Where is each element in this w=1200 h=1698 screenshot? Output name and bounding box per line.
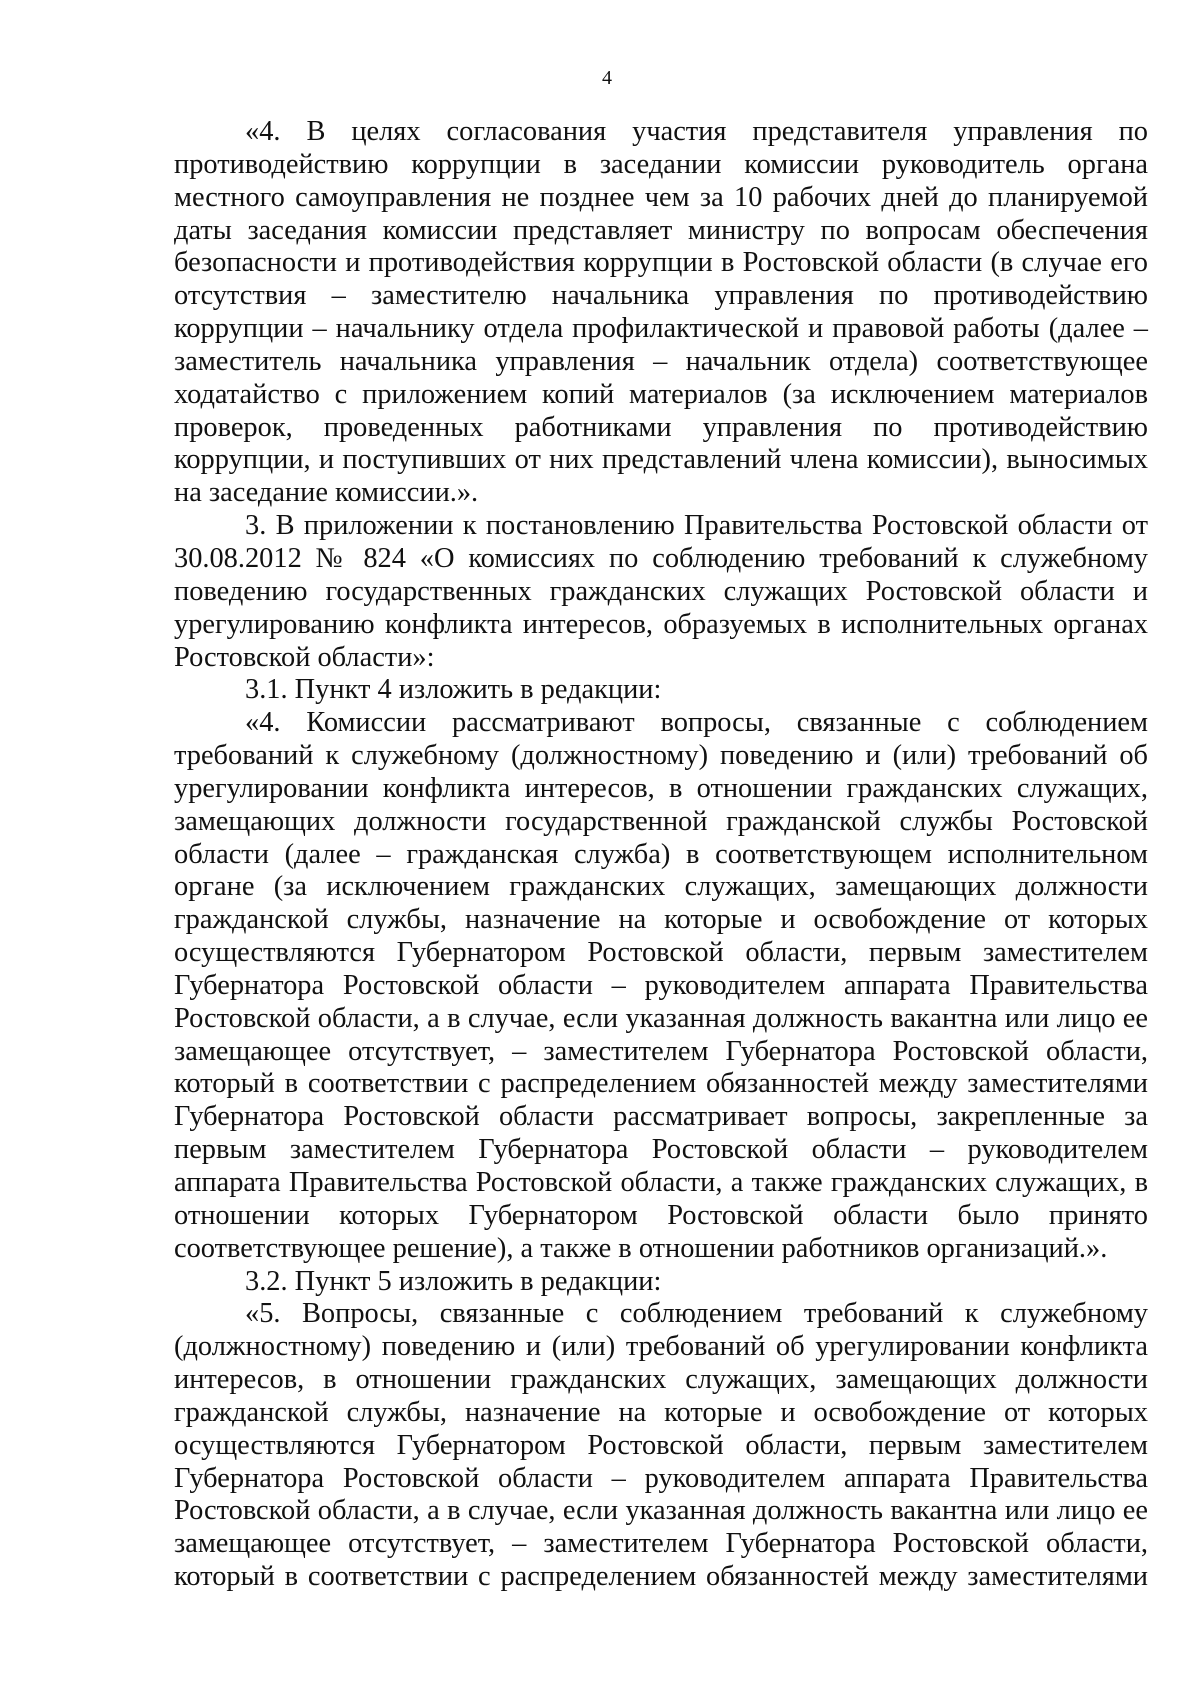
page-number: 4 (602, 67, 612, 89)
paragraph-item-3-2-heading: 3.2. Пункт 5 изложить в редакции: (245, 1265, 662, 1297)
paragraph-clause-4-commission-petition: «4. В целях согласования участия представителя управления по противодействию коррупции в заседании комиссии руководитель органа местного самоуправления не позднее чем за 10 рабочих дней до планируемой даты заседания комиссии представляет министру по вопросам обеспечения безопасности и противодействия коррупции в Ростовской области (в случае его отсутствия – заместителю начальника управления по противодействию коррупции – начальнику отдела профилактической и правовой работы (далее – заместитель начальника управления – начальник отдела) соответствующее ходатайство с приложением копий материалов (за исключением материалов проверок, проведенных работниками управления по противодействию коррупции, и поступивших от них представлений члена комиссии), выносимых на заседание комиссии.». (174, 116, 1148, 509)
paragraph-item-3-amendment: 3. В приложении к постановлению Правительства Ростовской области от 30.08.2012 № 824 «О комиссиях по соблюдению требований к служебному поведению государственных гражданских служащих Ростовской области и урегулированию конфликта интересов, образуемых в исполнительных органах Ростовской области»: (174, 510, 1148, 673)
document-body (174, 116, 1148, 1594)
paragraph-new-clause-5: «5. Вопросы, связанные с соблюдением требований к служебному (должностному) поведению и (или) требований об урегулировании конфликта интересов, в отношении гражданских служащих, замещающих должности гражданской службы, назначение на которые и освобождение от которых осуществляются Губернатором Ростовской области, первым заместителем Губернатора Ростовской области – руководителем аппарата Правительства Ростовской области, а в случае, если указанная должность вакантна или лицо ее замещающее отсутствует, – заместителем Губернатора Ростовской области, который в соответствии с распределением обязанностей между заместителями (174, 1298, 1148, 1593)
paragraph-item-3-1-heading: 3.1. Пункт 4 изложить в редакции: (245, 674, 662, 706)
paragraph-new-clause-4: «4. Комиссии рассматривают вопросы, связанные с соблюдением требований к служебному (должностному) поведению и (или) требований об урегулировании конфликта интересов, в отношении гражданских служащих, замещающих должности государственной гражданской службы Ростовской области (далее – гражданская служба) в соответствующем исполнительном органе (за исключением гражданских служащих, замещающих должности гражданской службы, назначение на которые и освобождение от которых осуществляются Губернатором Ростовской области, первым заместителем Губернатора Ростовской области – руководителем аппарата Правительства Ростовской области, а в случае, если указанная должность вакантна или лицо ее замещающее отсутствует, – заместителем Губернатора Ростовской области, который в соответствии с распределением обязанностей между заместителями Губернатора Ростовской области рассматривает вопросы, закрепленные за первым заместителем Губернатора Ростовской области – руководителем аппарата Правительства Ростовской области, а также гражданских служащих, в отношении которых Губернатором Ростовской области было принято соответствующее решение), а также в отношении работников организаций.». (174, 707, 1148, 1264)
